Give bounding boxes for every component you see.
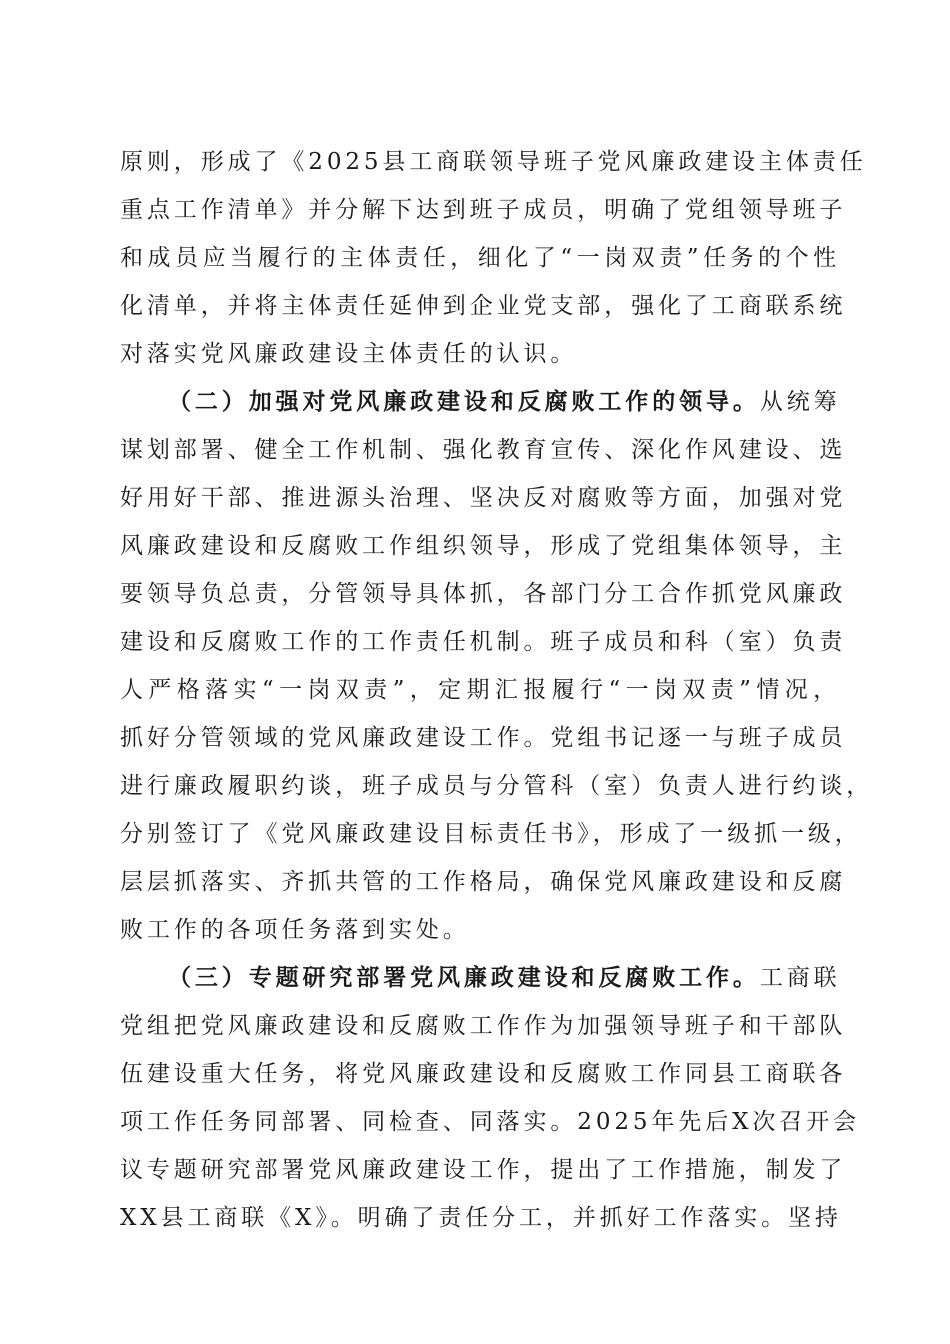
paragraph-3-line-1 [168,963,840,993]
section-2-heading: （二）加强对党风廉政建设和反腐败工作的领导。 [168,388,760,415]
paragraph-2-line-1-text: 从统筹 [759,389,841,415]
paragraph-2-line-10: 分别签订了《党风廉政建设目标责任书》，形成了一级抓一级， [120,821,862,847]
paragraph-2-line-3: 好用好干部、推进源头治理、坚决反对腐败等方面，加强对党 [120,485,847,511]
paragraph-2-line-9: 进行廉政履职约谈，班子成员与分管科（室）负责人进行约谈， [120,773,874,799]
paragraph-3-line-5: 议专题研究部署党风廉政建设工作，提出了工作措施，制发了 [120,1157,847,1183]
paragraph-3-line-6: XX县工商联《X》。明确了责任分工，并抓好工作落实。坚持 [120,1205,842,1231]
paragraph-2-line-1 [168,387,840,417]
paragraph-2-line-8: 抓好分管领域的党风廉政建设工作。党组书记逐一与班子成员 [120,725,847,751]
paragraph-1-line-5: 对落实党风廉政建设主体责任的认识。 [120,341,578,367]
paragraph-3-line-2: 党组把党风廉政建设和反腐败工作作为加强领导班子和干部队 [120,1013,847,1039]
paragraph-2-line-5: 要领导负总责，分管领导具体抓，各部门分工合作抓党风廉政 [120,581,847,607]
section-3-heading: （三）专题研究部署党风廉政建设和反腐败工作。 [168,964,760,991]
paragraph-2-line-6: 建设和反腐败工作的工作责任机制。班子成员和科（室）负责 [120,629,847,655]
paragraph-1-line-2: 重点工作清单》并分解下达到班子成员，明确了党组领导班子 [120,197,847,223]
paragraph-1-line-4: 化清单，并将主体责任延伸到企业党支部，强化了工商联系统 [120,293,847,319]
paragraph-3-line-1-text: 工商联 [759,965,841,991]
paragraph-2-line-7: 人严格落实“一岗双责”，定期汇报履行“一岗双责”情况， [120,677,840,703]
paragraph-2-line-12: 败工作的各项任务落到实处。 [120,917,470,943]
paragraph-3-line-4: 项工作任务同部署、同检查、同落实。2025年先后X次召开会 [120,1109,861,1135]
paragraph-2-line-11: 层层抓落实、齐抓共管的工作格局，确保党风廉政建设和反腐 [120,869,847,895]
paragraph-3-line-3: 伍建设重大任务，将党风廉政建设和反腐败工作同县工商联各 [120,1061,847,1087]
paragraph-1-line-1: 原则，形成了《2025县工商联领导班子党风廉政建设主体责任 [120,149,867,175]
paragraph-2-line-2: 谋划部署、健全工作机制、强化教育宣传、深化作风建设、选 [120,437,847,463]
paragraph-1-line-3: 和成员应当履行的主体责任，细化了“一岗双责”任务的个性 [120,245,840,271]
paragraph-2-line-4: 风廉政建设和反腐败工作组织领导，形成了党组集体领导，主 [120,533,847,559]
